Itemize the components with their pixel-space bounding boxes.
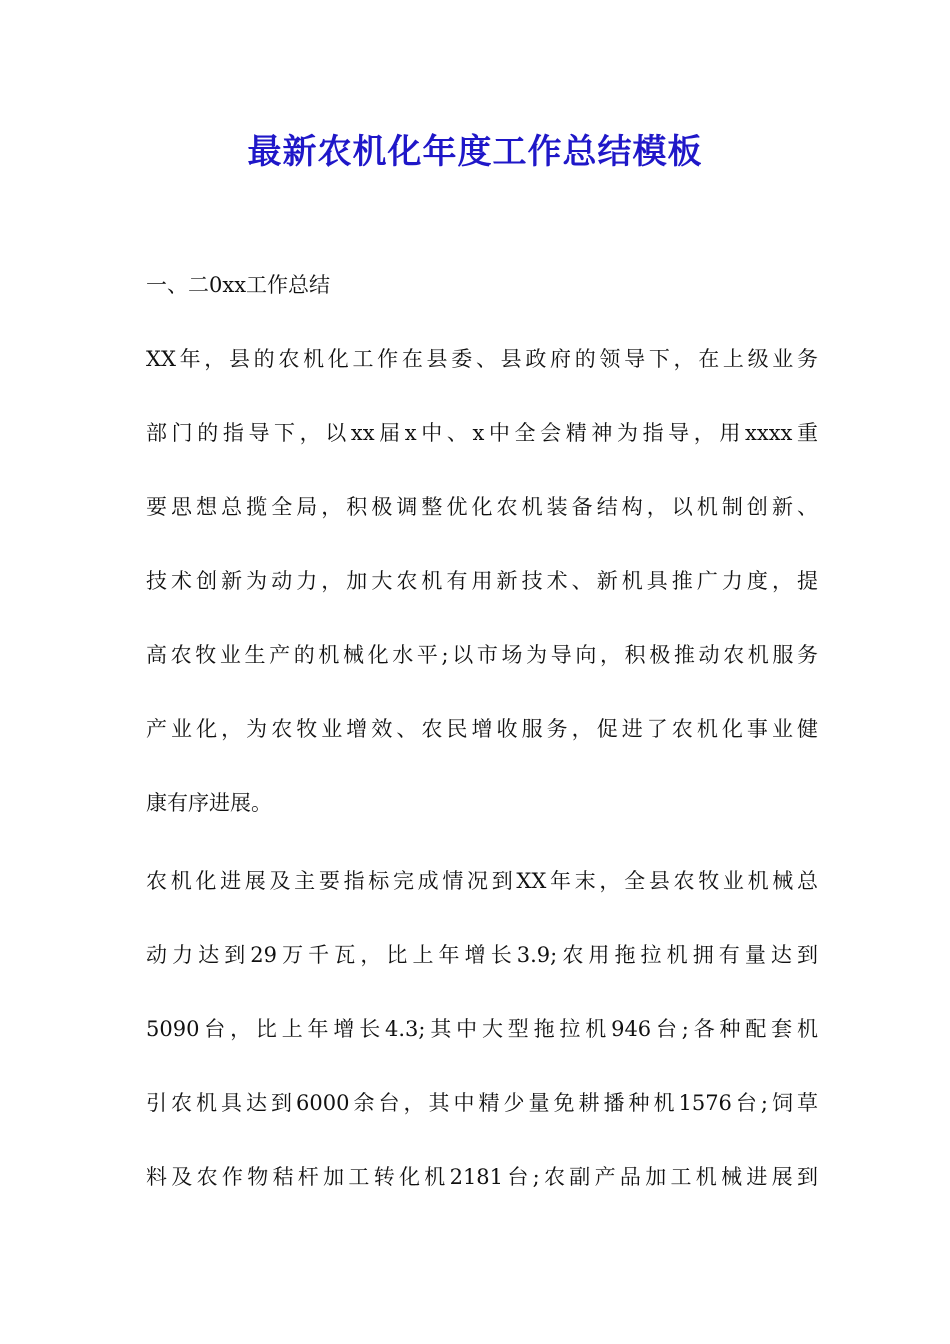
paragraph-1: [146, 322, 818, 840]
document-title: 最新农机化年度工作总结模板: [247, 132, 703, 172]
paragraph-1-line: 要思想总揽全局，积极调整优化农机装备结构，以机制创新、: [146, 495, 818, 519]
paragraph-2: [146, 844, 818, 1214]
paragraph-1-line: 部门的指导下，以xx届x中、x中全会精神为指导，用xxxx重: [146, 421, 818, 445]
section-heading: 一、二0xx工作总结: [146, 273, 331, 297]
paragraph-2-line: 料及农作物秸杆加工转化机2181台;农副产品加工机械进展到: [146, 1165, 818, 1189]
paragraph-1-line: 高农牧业生产的机械化水平;以市场为导向，积极推动农机服务: [146, 643, 818, 667]
paragraph-2-line: 农机化进展及主要指标完成情况到XX年末，全县农牧业机械总: [146, 869, 818, 893]
paragraph-2-line: 5090台，比上年增长4.3;其中大型拖拉机946台;各种配套机: [146, 1017, 818, 1041]
section-heading-block: [146, 248, 818, 322]
paragraph-1-line: 产业化，为农牧业增效、农民增收服务，促进了农机化事业健: [146, 717, 818, 741]
paragraph-1-line: 技术创新为动力，加大农机有用新技术、新机具推广力度，提: [146, 569, 818, 593]
paragraph-1-line: 康有序进展。: [146, 791, 272, 815]
paragraph-2-line: 动力达到29万千瓦，比上年增长3.9;农用拖拉机拥有量达到: [146, 943, 818, 967]
paragraph-1-line: XX年，县的农机化工作在县委、县政府的领导下，在上级业务: [146, 347, 818, 371]
paragraph-2-line: 引农机具达到6000余台，其中精少量免耕播种机1576台;饲草: [146, 1091, 818, 1115]
